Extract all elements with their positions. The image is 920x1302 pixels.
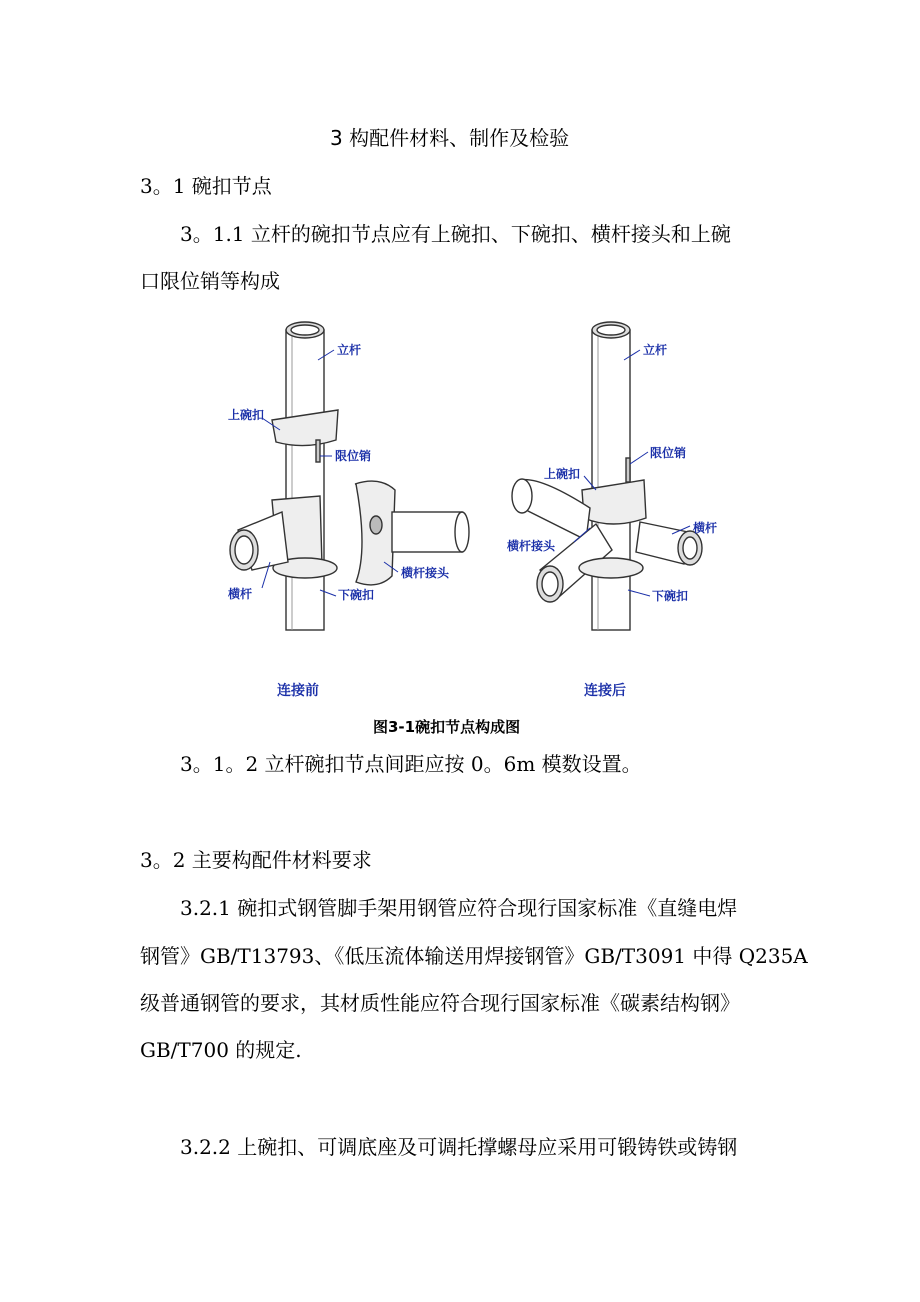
left-label-lower-bowl: 下碗扣: [338, 588, 375, 602]
figure-title: 图3-1碗扣节点构成图: [373, 718, 521, 736]
paragraph-3-1-2: 3。1。2 立杆碗扣节点间距应按 0。6m 模数设置。: [180, 752, 642, 776]
right-label-crossbar-joint: 横杆接头: [507, 539, 556, 553]
left-label-crossbar-joint: 横杆接头: [401, 566, 450, 580]
chapter-title: 3 构配件材料、制作及检验: [330, 126, 570, 150]
left-label-upper-bowl: 上碗扣: [228, 408, 265, 422]
paragraph-3-1-1-line-1: 3。1.1 立杆的碗扣节点应有上碗扣、下碗扣、横杆接头和上碗: [180, 222, 731, 246]
right-label-limit-pin: 限位销: [650, 446, 687, 460]
paragraph-3-1-1-line-2: 口限位销等构成: [140, 269, 280, 293]
right-limit-pin: [626, 458, 630, 482]
left-label-crossbar: 横杆: [228, 587, 253, 601]
right-label-lower-bowl: 下碗扣: [652, 589, 689, 603]
right-label-pole: 立杆: [643, 343, 668, 357]
left-caption: 连接前: [277, 683, 319, 699]
right-label-crossbar: 横杆: [693, 521, 718, 535]
paragraph-3-2-1-line-1: 3.2.1 碗扣式钢管脚手架用钢管应符合现行国家标准《直缝电焊: [180, 896, 738, 920]
right-lower-bowl: [579, 558, 643, 578]
left-label-limit-pin: 限位销: [335, 449, 372, 463]
right-label-upper-bowl: 上碗扣: [544, 467, 581, 481]
left-limit-pin: [316, 440, 320, 462]
bowl-buckle-joint-figure: [0, 300, 920, 660]
paragraph-3-2-1-line-3: 级普通钢管的要求，其材质性能应符合现行国家标准《碳素结构钢》: [140, 991, 740, 1015]
paragraph-3-2-1-line-2: 钢管》GB/T13793、《低压流体输送用焊接钢管》GB/T3091 中得 Q235A: [140, 944, 808, 968]
right-caption: 连接后: [584, 683, 626, 699]
paragraph-3-2-1-line-4: GB/T700 的规定.: [140, 1038, 302, 1062]
left-joint-tube: [392, 512, 462, 552]
section-3-2-heading: 3。2 主要构配件材料要求: [140, 848, 372, 872]
left-label-pole: 立杆: [337, 343, 362, 357]
section-3-1-heading: 3。1 碗扣节点: [140, 174, 272, 198]
left-upper-bowl: [272, 410, 338, 446]
paragraph-3-2-2-line-1: 3.2.2 上碗扣、可调底座及可调托撑螺母应采用可锻铸铁或铸钢: [180, 1135, 738, 1159]
